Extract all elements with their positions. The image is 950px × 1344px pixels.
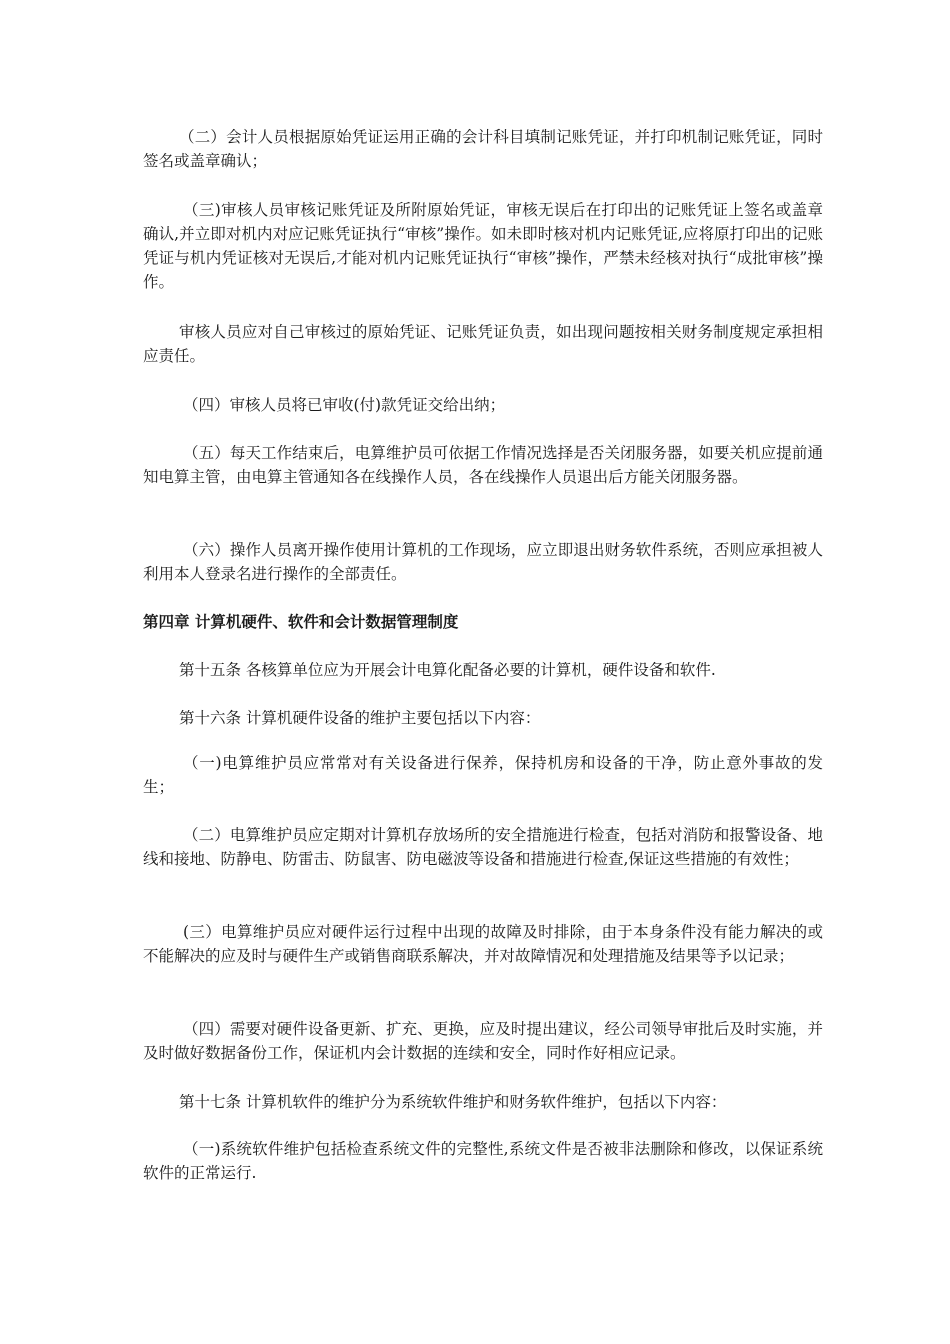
paragraph-reviewer-responsibility: 审核人员应对自己审核过的原始凭证、记账凭证负责，如出现问题按相关财务制度规定承担相应责任。: [143, 323, 823, 365]
paragraph-reviewer-audit: （三)审核人员审核记账凭证及所附原始凭证，审核无误后在打印出的记账凭证上签名或盖章确认,并立即对机内对应记账凭证执行“审核”操作。如未即时核对机内记账凭证,应将原打印出的记账凭证与机内凭证核对无误后,才能对机内记账凭证执行“审核”操作，严禁未经核对执行“成批审核”操作。: [143, 201, 823, 291]
article-16-item-4: （四）需要对硬件设备更新、扩充、更换，应及时提出建议，经公司领导审批后及时实施，并及时做好数据备份工作，保证机内会计数据的连续和安全，同时作好相应记录。: [143, 1020, 823, 1062]
paragraph-handover-cashier: （四）审核人员将已审收(付)款凭证交给出纳；: [183, 396, 506, 414]
article-16-item-3: (三）电算维护员应对硬件运行过程中出现的故障及时排除，由于本身条件没有能力解决的或不能解决的应及时与硬件生产或销售商联系解决，并对故障情况和处理措施及结果等予以记录；: [143, 923, 823, 965]
article-17: 第十七条 计算机软件的维护分为系统软件维护和财务软件维护，包括以下内容：: [179, 1093, 727, 1111]
chapter-heading: 第四章 计算机硬件、软件和会计数据管理制度: [143, 613, 459, 631]
article-16-item-1: （一)电算维护员应常常对有关设备进行保养，保持机房和设备的干净，防止意外事故的发生；: [143, 754, 823, 796]
paragraph-accountant-voucher: （二）会计人员根据原始凭证运用正确的会计科目填制记账凭证，并打印机制记账凭证，同时签名或盖章确认；: [143, 128, 823, 170]
article-16-item-2: （二）电算维护员应定期对计算机存放场所的安全措施进行检查，包括对消防和报警设备、地线和接地、防静电、防雷击、防鼠害、防电磁波等设备和措施进行检查,保证这些措施的有效性；: [143, 826, 823, 868]
article-15: 第十五条 各核算单位应为开展会计电算化配备必要的计算机，硬件设备和软件.: [179, 661, 716, 679]
paragraph-operator-logout: （六）操作人员离开操作使用计算机的工作现场，应立即退出财务软件系统，否则应承担被人利用本人登录名进行操作的全部责任。: [143, 541, 823, 583]
article-16: 第十六条 计算机硬件设备的维护主要包括以下内容：: [179, 709, 541, 727]
article-17-item-1: （一)系统软件维护包括检查系统文件的完整性,系统文件是否被非法删除和修改，以保证系统软件的正常运行.: [143, 1140, 823, 1182]
paragraph-server-shutdown: （五）每天工作结束后，电算维护员可依据工作情况选择是否关闭服务器，如要关机应提前通知电算主管，由电算主管通知各在线操作人员，各在线操作人员退出后方能关闭服务器。: [143, 444, 823, 486]
